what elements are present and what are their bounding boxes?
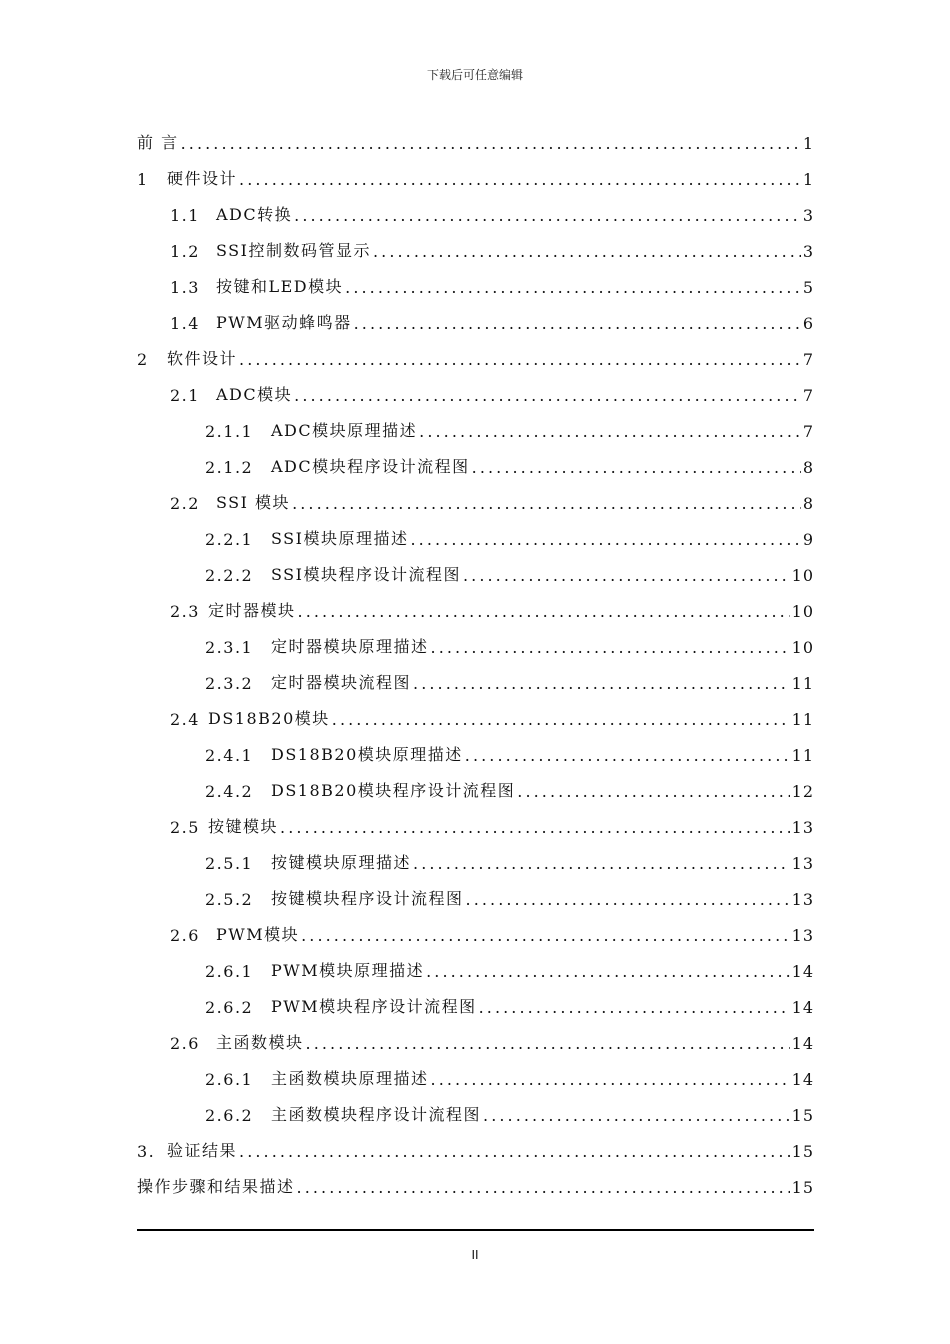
toc-leader-dots (294, 206, 801, 225)
toc-entry-page: 11 (791, 746, 814, 765)
toc-entry-1-1[interactable] (137, 192, 814, 228)
toc-entry-number: 1 (137, 170, 149, 189)
toc-entry-title: 主函数模块 (216, 1033, 304, 1052)
toc-entry-2-6-1-main[interactable] (137, 1056, 814, 1092)
toc-entry-page: 11 (791, 674, 814, 693)
toc-entry-title: DS18B20模块 (208, 709, 330, 728)
toc-entry-number: 2.2 (170, 494, 200, 513)
toc-entry-page: 15 (791, 1142, 814, 1161)
toc-entry-number: 2.5.1 (205, 854, 254, 873)
toc-entry-number: 2.2.1 (205, 530, 254, 549)
toc-entry-2-6-2-main[interactable] (137, 1092, 814, 1128)
toc-entry-page: 12 (791, 782, 814, 801)
toc-entry-number: 2.4 (170, 710, 200, 729)
toc-entry-3[interactable] (137, 1128, 814, 1164)
toc-entry-page: 14 (791, 1070, 814, 1089)
toc-entry-number: 2.1.1 (205, 422, 254, 441)
toc-leader-dots (181, 134, 801, 153)
toc-entry-1-4[interactable] (137, 300, 814, 336)
toc-entry-title: 主函数模块原理描述 (271, 1069, 429, 1088)
toc-entry-page: 10 (791, 602, 814, 621)
toc-entry-page: 7 (802, 422, 814, 441)
toc-leader-dots (292, 494, 801, 513)
toc-entry-title: 按键模块原理描述 (271, 853, 412, 872)
toc-entry-number: 1.3 (170, 278, 200, 297)
toc-entry-number: 2.3 (170, 602, 200, 621)
toc-leader-dots (431, 638, 790, 657)
toc-entry-page: 14 (791, 998, 814, 1017)
toc-entry-title: 前 言 (137, 133, 179, 152)
toc-entry-page: 9 (802, 530, 814, 549)
toc-leader-dots (517, 782, 789, 801)
toc-leader-dots (463, 566, 790, 585)
toc-entry-page: 14 (791, 962, 814, 981)
toc-entry-2[interactable] (137, 336, 814, 372)
toc-entry-title: 定时器模块原理描述 (271, 637, 429, 656)
toc-entry-page: 3 (802, 206, 814, 225)
toc-entry-page: 15 (791, 1106, 814, 1125)
toc-entry-page: 7 (802, 350, 814, 369)
toc-entry-number: 2.5 (170, 818, 200, 837)
toc-entry-title: SSI 模块 (216, 493, 291, 512)
toc-entry-2-6-1-pwm[interactable] (137, 948, 814, 984)
toc-leader-dots (472, 458, 801, 477)
toc-entry-title: ADC模块 (216, 385, 293, 404)
toc-entry-number: 2.4.2 (205, 782, 254, 801)
toc-entry-number: 1.4 (170, 314, 200, 333)
toc-leader-dots (239, 1142, 790, 1161)
toc-entry-2-5[interactable] (137, 804, 814, 840)
toc-entry-title: 软件设计 (167, 349, 238, 368)
toc-entry-2-6-main[interactable] (137, 1020, 814, 1056)
toc-entry-page: 5 (802, 278, 814, 297)
toc-leader-dots (332, 710, 790, 729)
toc-entry-title: ADC转换 (216, 205, 293, 224)
toc-entry-page: 13 (791, 890, 814, 909)
toc-entry-title: PWM驱动蜂鸣器 (216, 313, 352, 332)
toc-entry-page: 7 (802, 386, 814, 405)
toc-entry-number: 2.5.2 (205, 890, 254, 909)
toc-leader-dots (294, 386, 801, 405)
toc-entry-title: SSI模块原理描述 (271, 529, 409, 548)
toc-entry-2-1-2[interactable] (137, 444, 814, 480)
toc-entry-2-6-2-pwm[interactable] (137, 984, 814, 1020)
toc-entry-title: DS18B20模块原理描述 (271, 745, 463, 764)
toc-entry-number: 2.4.1 (205, 746, 254, 765)
toc-entry-title: 按键模块程序设计流程图 (271, 889, 464, 908)
toc-entry-2-1-1[interactable] (137, 408, 814, 444)
toc-leader-dots (483, 1106, 790, 1125)
toc-leader-dots (479, 998, 790, 1017)
toc-entry-number: 2.6.2 (205, 998, 254, 1017)
toc-entry-page: 3 (802, 242, 814, 261)
toc-leader-dots (413, 674, 790, 693)
toc-entry-title: DS18B20模块程序设计流程图 (271, 781, 516, 800)
toc-leader-dots (466, 890, 790, 909)
toc-entry-title: 按键和LED模块 (216, 277, 344, 296)
toc-entry-2-4-1[interactable] (137, 732, 814, 768)
toc-entry-2-5-2[interactable] (137, 876, 814, 912)
toc-entry-page: 13 (791, 818, 814, 837)
toc-entry-2-4-2[interactable] (137, 768, 814, 804)
toc-entry-number: 1.2 (170, 242, 200, 261)
toc-entry-2-2[interactable] (137, 480, 814, 516)
page-header: 下载后可任意编辑 (426, 68, 523, 82)
toc-entry-number: 2.1 (170, 386, 200, 405)
toc-entry-title: 定时器模块 (208, 601, 296, 620)
toc-leader-dots (419, 422, 801, 441)
toc-leader-dots (306, 1034, 790, 1053)
toc-entry-title: 按键模块 (208, 817, 279, 836)
toc-entry-steps[interactable] (137, 1164, 814, 1200)
toc-entry-title: PWM模块程序设计流程图 (271, 997, 477, 1016)
toc-entry-page: 8 (802, 458, 814, 477)
toc-leader-dots (373, 242, 801, 261)
toc-entry-1[interactable] (137, 156, 814, 192)
toc-leader-dots (280, 818, 790, 837)
toc-entry-2-6-pwm[interactable] (137, 912, 814, 948)
toc-entry-2-3[interactable] (137, 588, 814, 624)
toc-entry-2-3-2[interactable] (137, 660, 814, 696)
toc-entry-page: 10 (791, 638, 814, 657)
toc-entry-2-2-2[interactable] (137, 552, 814, 588)
toc-entry-2-3-1[interactable] (137, 624, 814, 660)
toc-entry-number: 2.3.1 (205, 638, 254, 657)
toc-entry-title: 硬件设计 (167, 169, 238, 188)
toc-entry-2-4[interactable] (137, 696, 814, 732)
toc-entry-number: 3. (137, 1142, 156, 1161)
toc-leader-dots (354, 314, 801, 333)
toc-leader-dots (410, 530, 800, 549)
toc-leader-dots (431, 1070, 790, 1089)
toc-leader-dots (239, 350, 801, 369)
toc-leader-dots (426, 962, 790, 981)
toc-leader-dots (239, 170, 801, 189)
toc-entry-title: ADC模块原理描述 (271, 421, 418, 440)
toc-leader-dots (465, 746, 790, 765)
toc-entry-1-2[interactable] (137, 228, 814, 264)
toc-entry-title: ADC模块程序设计流程图 (271, 457, 470, 476)
toc-entry-page: 11 (791, 710, 814, 729)
toc-leader-dots (301, 926, 790, 945)
toc-entry-page: 13 (791, 926, 814, 945)
toc-leader-dots (413, 854, 790, 873)
page-number: II (471, 1248, 479, 1262)
toc-entry-2-1[interactable] (137, 372, 814, 408)
toc-entry-2-5-1[interactable] (137, 840, 814, 876)
table-of-contents (137, 120, 814, 1200)
toc-entry-page: 13 (791, 854, 814, 873)
toc-leader-dots (298, 602, 790, 621)
toc-entry-page: 6 (802, 314, 814, 333)
toc-entry-page: 14 (791, 1034, 814, 1053)
toc-entry-page: 15 (791, 1178, 814, 1197)
toc-entry-title: 主函数模块程序设计流程图 (271, 1105, 482, 1124)
footer-divider (137, 1229, 814, 1231)
toc-entry-1-3[interactable] (137, 264, 814, 300)
toc-leader-dots (345, 278, 801, 297)
toc-entry-preface[interactable] (137, 120, 814, 156)
toc-entry-number: 2 (137, 350, 149, 369)
toc-entry-page: 10 (791, 566, 814, 585)
toc-leader-dots (297, 1178, 790, 1197)
toc-entry-page: 1 (802, 170, 814, 189)
toc-entry-number: 2.6.1 (205, 962, 254, 981)
toc-entry-number: 2.1.2 (205, 458, 254, 477)
toc-entry-title: PWM模块 (216, 925, 300, 944)
toc-entry-number: 1.1 (170, 206, 200, 225)
toc-entry-page: 8 (802, 494, 814, 513)
toc-entry-number: 2.3.2 (205, 674, 254, 693)
toc-entry-number: 2.6 (170, 926, 200, 945)
toc-entry-number: 2.6.1 (205, 1070, 254, 1089)
toc-entry-title: PWM模块原理描述 (271, 961, 425, 980)
toc-entry-number: 2.2.2 (205, 566, 254, 585)
toc-entry-title: 操作步骤和结果描述 (137, 1177, 295, 1196)
toc-entry-2-2-1[interactable] (137, 516, 814, 552)
toc-entry-number: 2.6 (170, 1034, 200, 1053)
toc-entry-title: SSI模块程序设计流程图 (271, 565, 461, 584)
toc-entry-title: 验证结果 (167, 1141, 238, 1160)
toc-entry-page: 1 (802, 134, 814, 153)
toc-entry-title: 定时器模块流程图 (271, 673, 412, 692)
toc-entry-title: SSI控制数码管显示 (216, 241, 371, 260)
toc-entry-number: 2.6.2 (205, 1106, 254, 1125)
